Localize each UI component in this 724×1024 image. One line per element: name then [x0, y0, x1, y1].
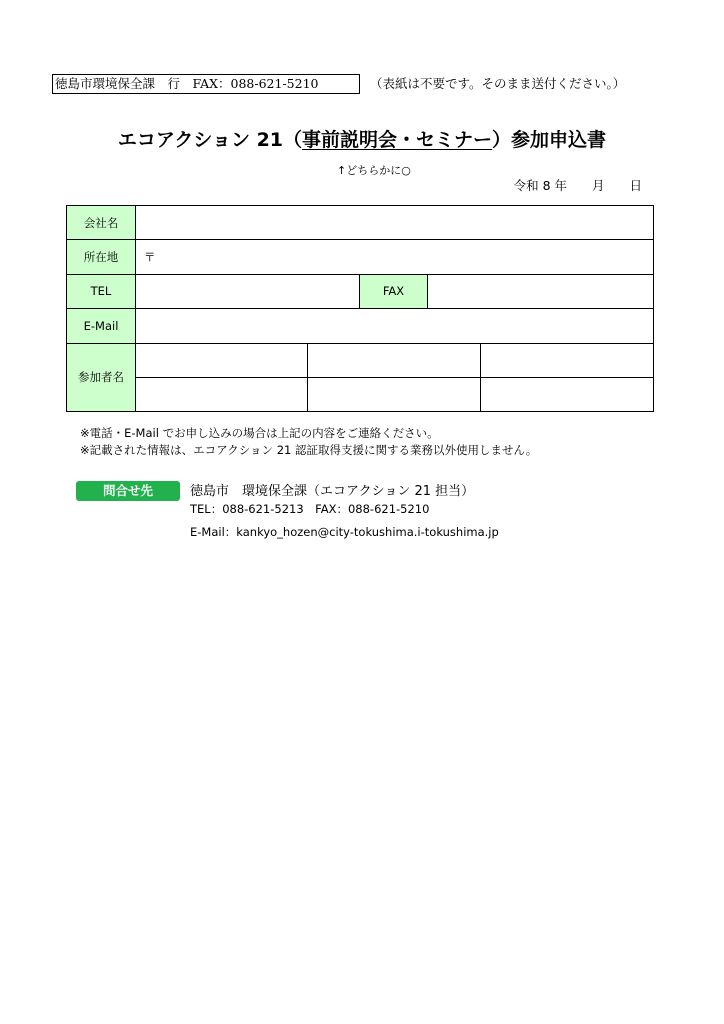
company-row	[67, 206, 654, 240]
note-line: ※記載された情報は、エコアクション 21 認証取得支援に関する業務以外使用しません。	[80, 443, 538, 457]
contact-name: 徳島市 環境保全課（エコアクション 21 担当）	[190, 484, 475, 499]
title-choice[interactable]: 事前説明会・セミナー	[302, 129, 493, 151]
contact-badge: 問合せ先	[76, 481, 180, 501]
fax-label: FAX	[360, 274, 428, 308]
participant-input[interactable]	[308, 343, 481, 377]
note-line: ※電話・E-Mail でお申し込みの場合は上記の内容をご連絡ください。	[80, 426, 439, 440]
address-row	[67, 240, 654, 274]
participant-input[interactable]	[481, 377, 654, 411]
tel-input[interactable]	[136, 274, 360, 308]
contact-email[interactable]: E-Mail：kankyo_hozen@city-tokushima.i-tokushima.jp	[190, 525, 499, 539]
title-suffix: ）参加申込書	[492, 129, 607, 151]
date-field[interactable]: 令和 8 年 月 日	[513, 178, 642, 193]
address-label: 所在地	[67, 240, 136, 274]
application-form	[66, 205, 654, 412]
title-prefix: エコアクション 21（	[117, 129, 303, 151]
fax-cover-note: （表紙は不要です。そのまま送付ください。）	[370, 76, 626, 91]
notes	[80, 425, 537, 459]
participants-row	[67, 343, 654, 377]
contact-tel-fax: TEL：088-621-5213 FAX：088-621-5210	[190, 502, 430, 516]
tel-label: TEL	[67, 274, 136, 308]
email-row	[67, 309, 654, 343]
company-input[interactable]	[136, 206, 654, 240]
participant-input[interactable]	[481, 343, 654, 377]
email-label: E-Mail	[67, 309, 136, 343]
participants-label: 参加者名	[67, 343, 136, 412]
participant-input[interactable]	[136, 343, 308, 377]
email-input[interactable]	[136, 309, 654, 343]
company-label: 会社名	[67, 206, 136, 240]
tel-fax-row	[67, 274, 654, 308]
address-input[interactable]: 〒	[136, 240, 654, 274]
choose-one-note: ↑どちらかに○	[337, 164, 411, 177]
participants-row	[67, 377, 654, 411]
page-title	[0, 126, 724, 154]
fax-input[interactable]	[428, 274, 654, 308]
fax-destination-box: 徳島市環境保全課 行 FAX：088‐621‐5210	[52, 74, 360, 94]
participant-input[interactable]	[136, 377, 308, 411]
participant-input[interactable]	[308, 377, 481, 411]
